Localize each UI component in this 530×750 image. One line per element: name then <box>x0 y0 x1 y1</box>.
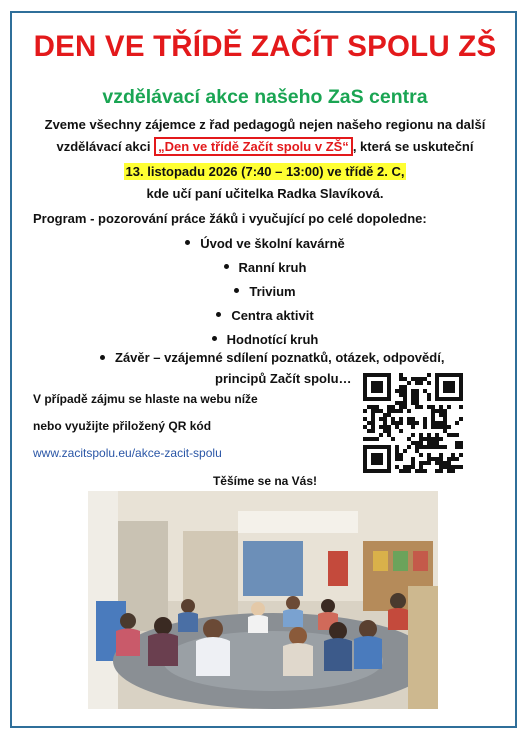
closing-text: Těšíme se na Vás! <box>212 474 318 488</box>
list-item-label: Hodnotící kruh <box>226 332 319 347</box>
intro-line-2-end: , která se uskuteční <box>352 139 474 154</box>
bullet-icon <box>100 355 105 360</box>
bullet-icon <box>185 240 190 245</box>
qr-code-icon[interactable] <box>363 373 463 473</box>
bullet-icon <box>234 288 239 293</box>
contact-line-2: nebo využijte přiložený QR kód <box>33 419 212 433</box>
list-item <box>0 260 530 284</box>
event-date-line <box>0 164 530 180</box>
list-item-label: Ranní kruh <box>238 260 307 275</box>
list-item-label: Úvod ve školní kavárně <box>200 236 345 251</box>
website-link[interactable]: www.zacitspolu.eu/akce-zacit-spolu <box>33 446 222 460</box>
event-date: 13. listopadu 2026 (7:40 – 13:00) ve třídě 2. C, <box>125 164 405 179</box>
program-list <box>0 236 530 356</box>
intro-line-2-start: vzdělávací akci <box>56 139 155 154</box>
classroom-photo <box>88 491 438 709</box>
list-item <box>0 284 530 308</box>
intro-line-2 <box>0 139 530 155</box>
list-item-label: Trivium <box>249 284 296 299</box>
program-heading: Program - pozorování práce žáků i vyučující po celé dopoledne: <box>33 211 427 226</box>
list-item <box>0 308 530 332</box>
bullet-icon <box>212 336 217 341</box>
page-subtitle: vzdělávací akce našeho ZaS centra <box>102 86 428 108</box>
final-item-line-1: Závěr – vzájemné sdílení poznatků, otázek, odpovědí, <box>115 350 445 365</box>
contact-line-1: V případě zájmu se hlaste na webu níže <box>33 392 258 406</box>
bullet-icon <box>216 312 221 317</box>
intro-line-1: Zveme všechny zájemce z řad pedagogů nejen našeho regionu na další <box>44 117 486 132</box>
event-name: „Den ve třídě Začít spolu v ZŠ“ <box>154 137 353 156</box>
list-item-label: Centra aktivit <box>231 308 314 323</box>
final-item-line-2: principů Začít spolu… <box>215 371 352 386</box>
teacher-line: kde učí paní učitelka Radka Slavíková. <box>146 186 384 201</box>
bullet-icon <box>224 264 229 269</box>
list-item <box>0 236 530 260</box>
page-title: DEN VE TŘÍDĚ ZAČÍT SPOLU ZŠ <box>33 30 497 63</box>
